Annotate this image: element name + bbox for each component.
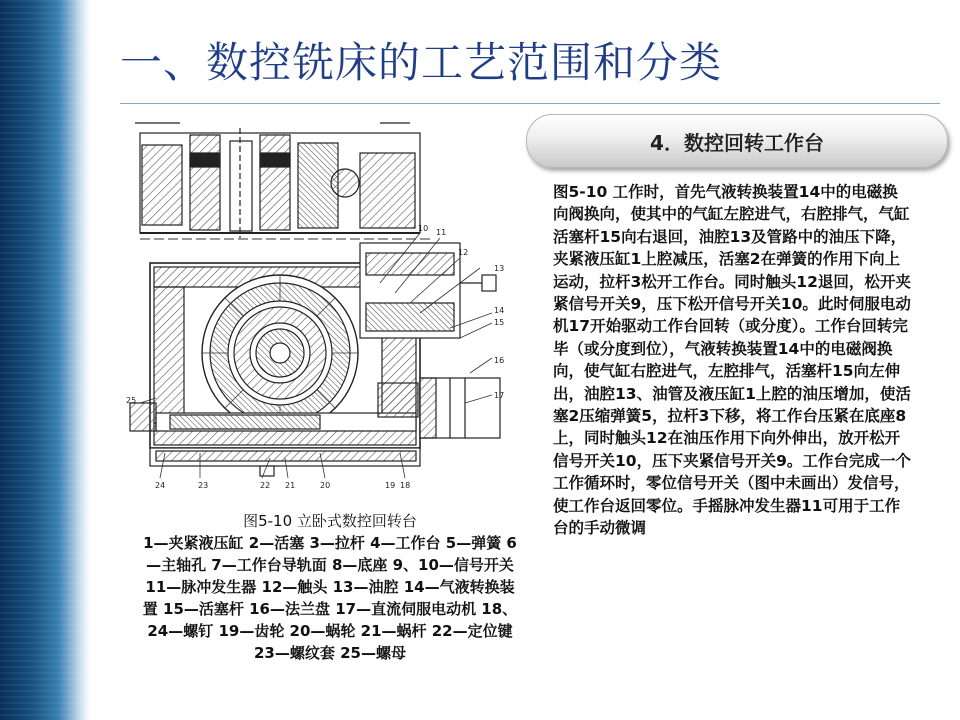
drawing-label: 17 — [494, 391, 505, 400]
section-heading: 4．数控回转工作台 — [650, 130, 824, 155]
drawing-label: 13 — [494, 264, 505, 273]
left-decorative-sidebar — [0, 0, 90, 720]
drawing-label: 12 — [458, 248, 469, 257]
drawing-label: 23 — [198, 481, 209, 490]
description-text: 图5-10 工作时，首先气液转换装置14中的电磁换向阀换向，使其中的气缸左腔进气，右腔排气，气缸活塞杆15向右退回，油腔13及管路中的油压下降，夹紧液压缸1上腔减压，活塞2在弹簧的作用下向上运动，拉杆3松开工作台。同时触头12退回，松开夹紧信号开关9，压下松开信号开关10。此时伺服电动机17开始驱动工作台回转（或分度）。工作台回转完毕（或分度到位），气液转换装置14中的电磁阀换向，使气缸右腔进气，左腔排气，活塞杆15向左伸出，油腔13、油管及液压缸1上腔的油压增加，使活塞2压缩弹簧5，拉杆3下移，将工作台压紧在底座8上，同时触头12在油压作用下向外伸出，放开松开信号开关10，压下夹紧信号开关9。工作台完成一个工作循环时，零位信号开关（图中未画出）发信号，使工作台返回零位。手摇脉冲发生器11可用于工作台的手动微调 — [553, 183, 911, 538]
figure-caption — [140, 510, 520, 664]
rotary-table-drawing — [120, 113, 520, 505]
title-divider — [120, 103, 940, 104]
figure-caption-title: 图5-10 立卧式数控回转台 — [243, 512, 417, 530]
drawing-label: 16 — [494, 356, 505, 365]
drawing-label: 10 — [418, 224, 429, 233]
drawing-label: 19 — [385, 481, 396, 490]
drawing-label: 14 — [494, 306, 505, 315]
top-section-view — [135, 123, 420, 238]
section-heading-pill — [526, 114, 948, 168]
slide-title: 一、数控铣床的工艺范围和分类 — [120, 38, 723, 87]
main-section-view — [130, 243, 500, 476]
drawing-label: 21 — [285, 481, 296, 490]
drawing-label: 24 — [155, 481, 166, 490]
drawing-label: 20 — [320, 481, 331, 490]
drawing-label: 25 — [126, 396, 137, 405]
drawing-label: 11 — [436, 228, 447, 237]
drawing-label: 15 — [494, 318, 505, 327]
drawing-label: 22 — [260, 481, 271, 490]
drawing-label: 18 — [400, 481, 411, 490]
figure-legend: 1—夹紧液压缸 2—活塞 3—拉杆 4—工作台 5—弹簧 6—主轴孔 7—工作台导轨面 8—底座 9、10—信号开关 11—脉冲发生器 12—触头 13—油腔 14—气液转换装置 15—活塞杆 16—法兰盘 17—直流伺服电动机 18、24—螺钉 19—齿轮 20—蜗轮 21—蜗杆 22—定位键 23—螺纹套 25—螺母 — [142, 534, 518, 662]
